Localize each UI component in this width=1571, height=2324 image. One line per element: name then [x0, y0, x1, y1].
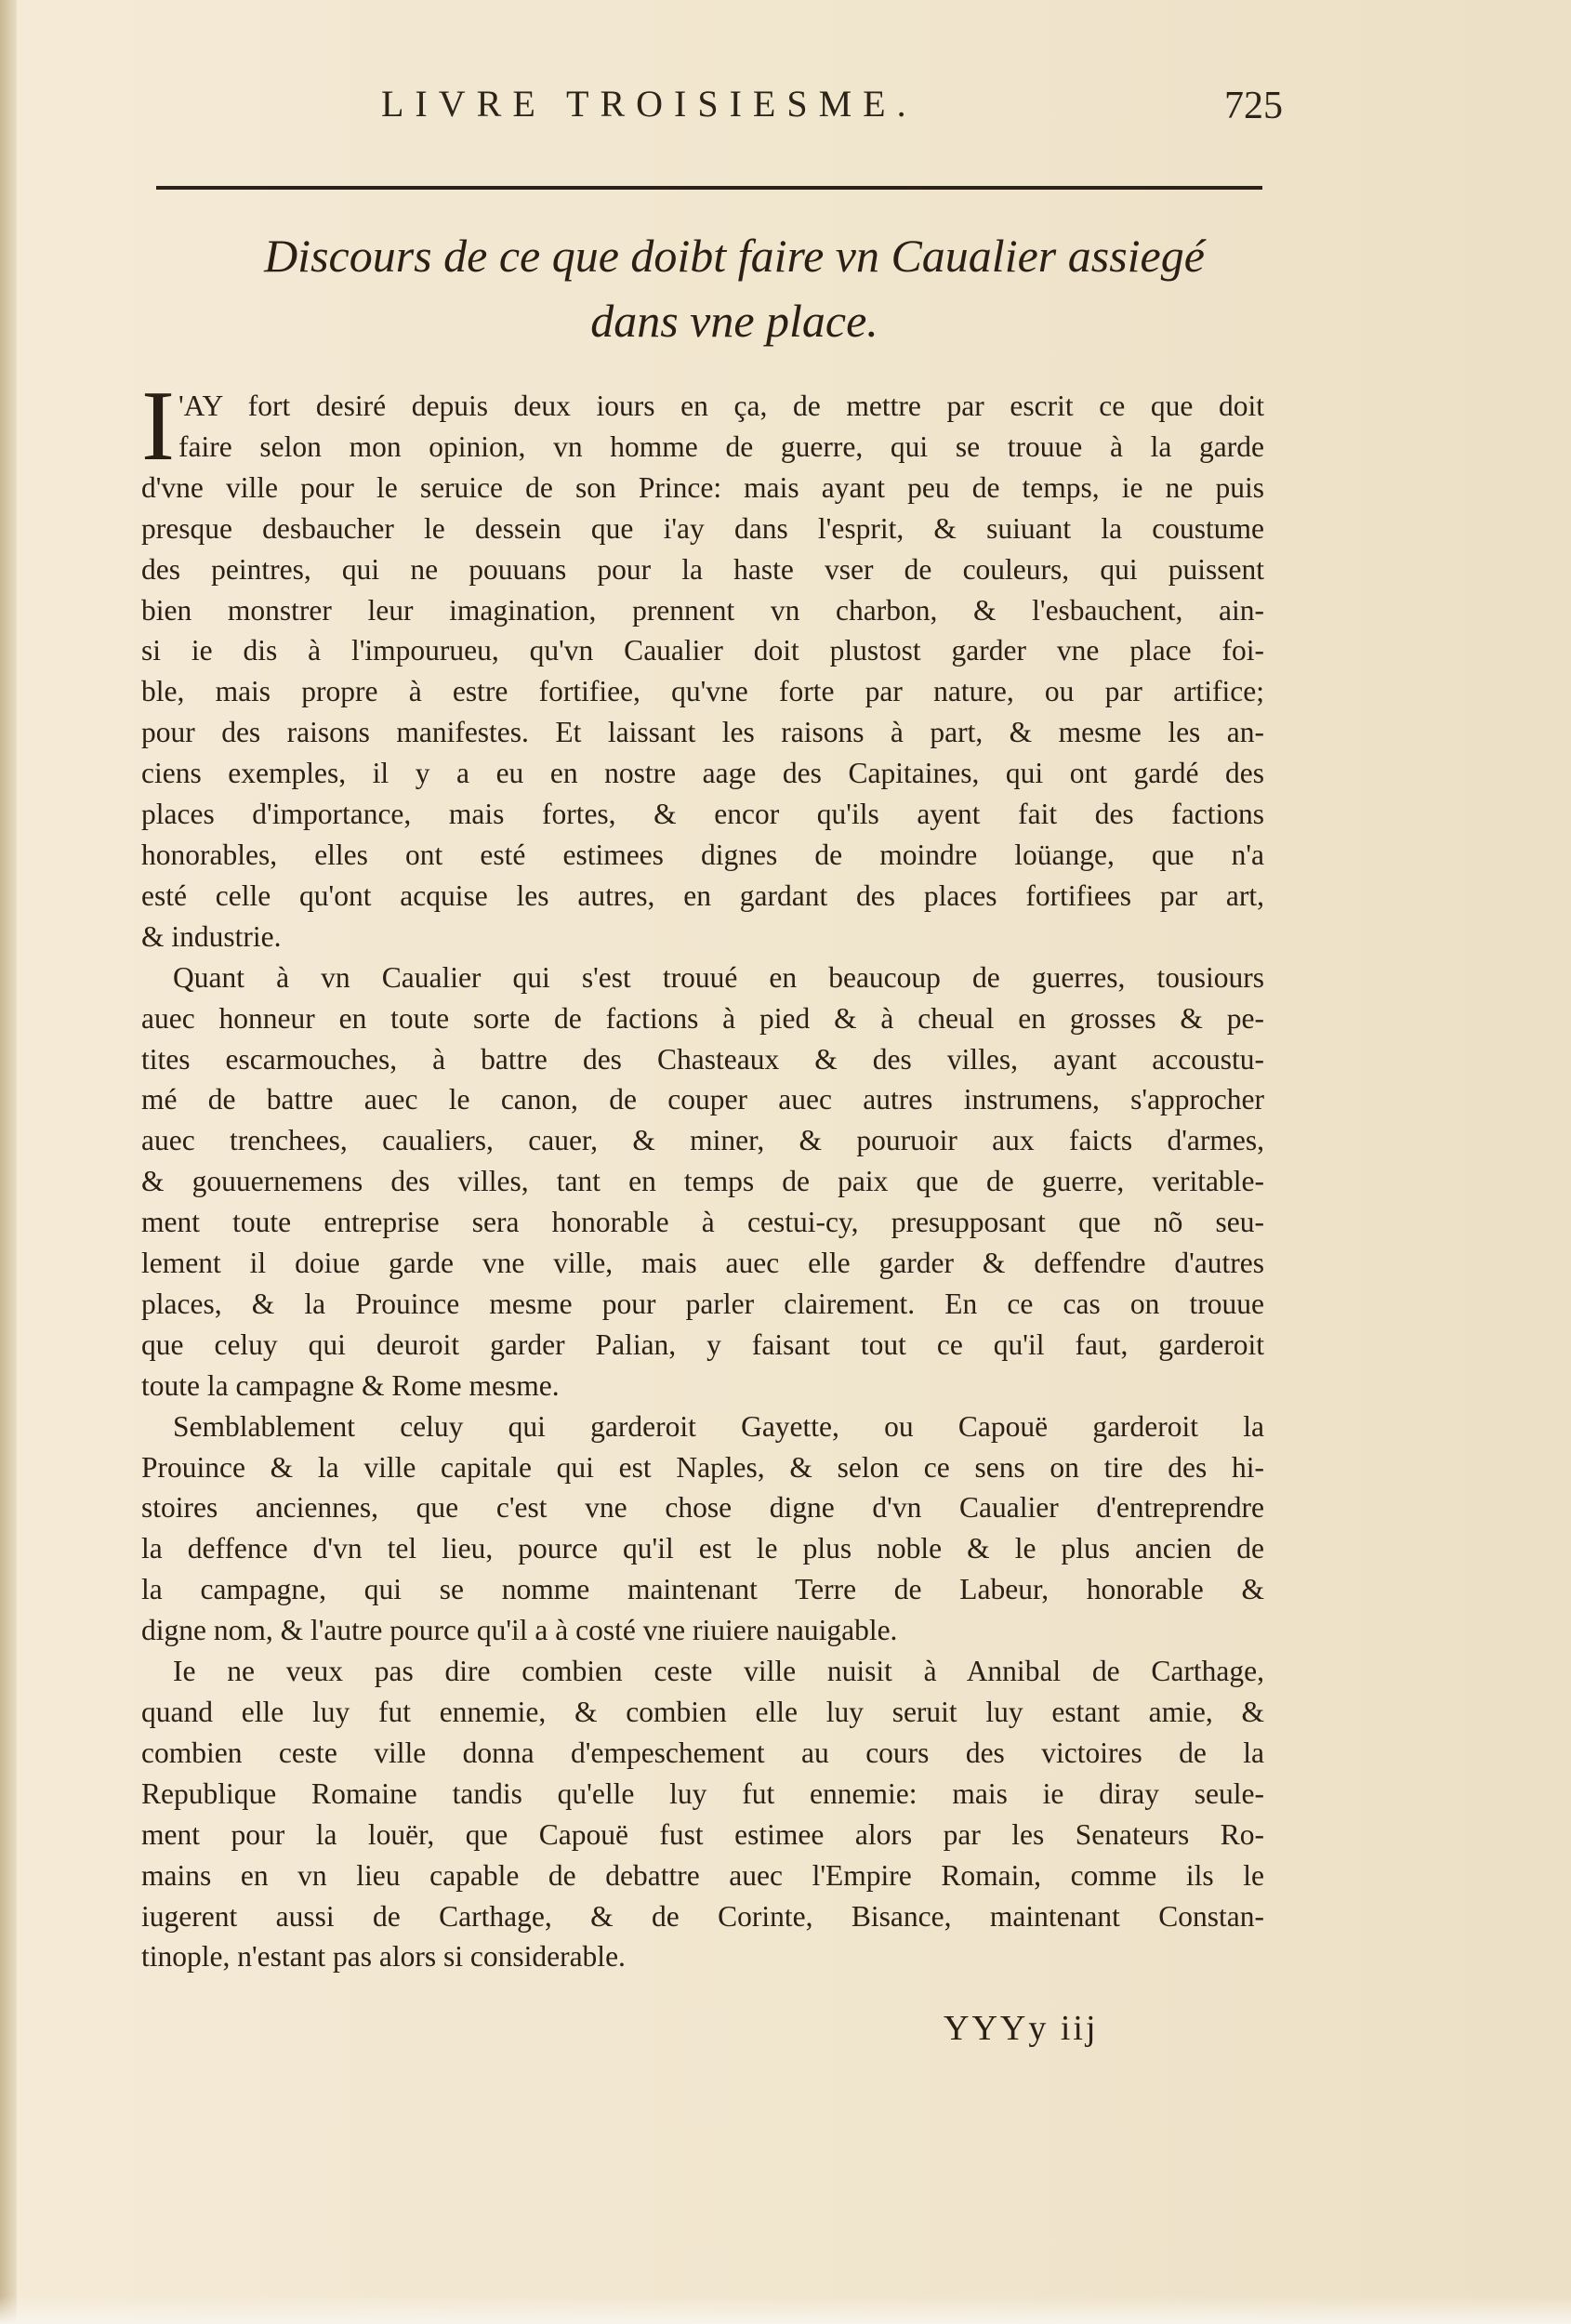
text-line: bien monstrer leur imagination, prennent vn charbon, & l'esbauchent, ain- — [141, 593, 1264, 627]
text-line: mé de battre auec le canon, de couper auec autres instrumens, s'approcher — [141, 1083, 1264, 1116]
text-line: combien ceste ville donna d'empeschement au cours des victoires de la — [141, 1736, 1264, 1769]
text-line: Prouince & la ville capitale qui est Naples, & selon ce sens on tire des hi- — [141, 1450, 1264, 1484]
text-line: tinople, n'estant pas alors si considerable. — [141, 1940, 626, 1974]
page-bottom-edge — [0, 2296, 1571, 2324]
text-line: si ie dis à l'impourueu, qu'vn Caualier doit plustost garder vne place foi- — [141, 634, 1264, 667]
text-line: tites escarmouches, à battre des Chasteaux & des villes, ayant accoustu- — [141, 1042, 1264, 1076]
page-number: 725 — [1224, 85, 1283, 127]
text-line: iugerent aussi de Carthage, & de Corinte, Bisance, maintenant Constan- — [141, 1899, 1264, 1933]
text-line: places, & la Prouince mesme pour parler clairement. En ce cas on trouue — [141, 1287, 1264, 1320]
text-line: faire selon mon opinion, vn homme de guerre, qui se trouue à la garde — [178, 429, 1264, 463]
text-line: stoires anciennes, que c'est vne chose digne d'vn Caualier d'entreprendre — [141, 1491, 1264, 1525]
text-line: & industrie. — [141, 919, 282, 953]
text-line: Quant à vn Caualier qui s'est trouué en beaucoup de guerres, tousiours — [173, 960, 1264, 994]
text-line: la deffence d'vn tel lieu, pource qu'il est le plus noble & le plus ancien de — [141, 1532, 1264, 1565]
signature-mark: YYYy iij — [944, 2009, 1099, 2048]
text-line: Republique Romaine tandis qu'elle luy fut ennemie: mais ie diray seule- — [141, 1776, 1264, 1810]
text-line: quand elle luy fut ennemie, & combien elle luy seruit luy estant amie, & — [141, 1696, 1264, 1728]
text-line: ciens exemples, il y a eu en nostre aage des Capitaines, qui ont gardé des — [141, 757, 1264, 790]
text-line: auec honneur en toute sorte de factions à pied & à cheual en grosses & pe- — [141, 1001, 1264, 1035]
chapter-title-line-2: dans vne place. — [590, 295, 878, 347]
text-line: digne nom, & l'autre pource qu'il a à costé vne riuiere nauigable. — [141, 1614, 898, 1647]
chapter-title — [186, 223, 1283, 353]
page-gutter-shadow — [0, 0, 17, 2324]
text-line: ment toute entreprise sera honorable à cestui-cy, presupposant que nõ seu- — [141, 1206, 1264, 1239]
body-text — [141, 371, 1264, 1977]
chapter-title-line-1: Discours de ce que doibt faire vn Caualier assiegé — [264, 230, 1205, 282]
text-line: presque desbaucher le dessein que i'ay dans l'esprit, & suiuant la coustume — [141, 511, 1264, 545]
text-line: Semblablement celuy qui garderoit Gayette, ou Capouë garderoit la — [173, 1409, 1264, 1443]
text-line: auec trenchees, caualiers, cauer, & miner, & pouruoir aux faicts d'armes, — [141, 1124, 1264, 1157]
text-line: Ie ne veux pas dire combien ceste ville nuisit à Annibal de Carthage, — [173, 1655, 1264, 1688]
text-line: d'vne ville pour le seruice de son Prince: mais ayant peu de temps, ie ne puis — [141, 470, 1264, 504]
text-line: honorables, elles ont esté estimees dignes de moindre loüange, que n'a — [141, 838, 1264, 871]
text-line: & gouuernemens des villes, tant en temps de paix que de guerre, veritable- — [141, 1165, 1264, 1198]
drop-cap: I — [141, 371, 175, 482]
text-line: 'AY fort desiré depuis deux iours en ça, de mettre par escrit ce que doit — [178, 390, 1264, 422]
text-line: places d'importance, mais fortes, & encor qu'ils ayent fait des factions — [141, 798, 1264, 831]
text-line: la campagne, qui se nomme maintenant Terre de Labeur, honorable & — [141, 1573, 1264, 1606]
text-line: pour des raisons manifestes. Et laissant les raisons à part, & mesme les an- — [141, 716, 1264, 749]
header-rule — [156, 186, 1262, 190]
text-line: lement il doiue garde vne ville, mais auec elle garder & deffendre d'autres — [141, 1247, 1264, 1280]
text-line: que celuy qui deuroit garder Palian, y faisant tout ce qu'il faut, garderoit — [141, 1327, 1264, 1361]
text-line: ble, mais propre à estre fortifiee, qu'vne forte par nature, ou par artifice; — [141, 675, 1264, 708]
text-line: ment pour la louër, que Capouë fust estimee alors par les Senateurs Ro- — [141, 1817, 1264, 1851]
paragraph-1-opening — [141, 371, 1264, 482]
page-header — [139, 74, 1283, 130]
running-head: LIVRE TROISIESME. — [381, 83, 918, 125]
text-line: toute la campagne & Rome mesme. — [141, 1368, 560, 1402]
text-line: esté celle qu'ont acquise les autres, en gardant des places fortifiees par art, — [141, 878, 1264, 912]
text-line: mains en vn lieu capable de debattre auec l'Empire Romain, comme ils le — [141, 1858, 1264, 1892]
text-line: des peintres, qui ne pouuans pour la haste vser de couleurs, qui puissent — [141, 552, 1264, 586]
